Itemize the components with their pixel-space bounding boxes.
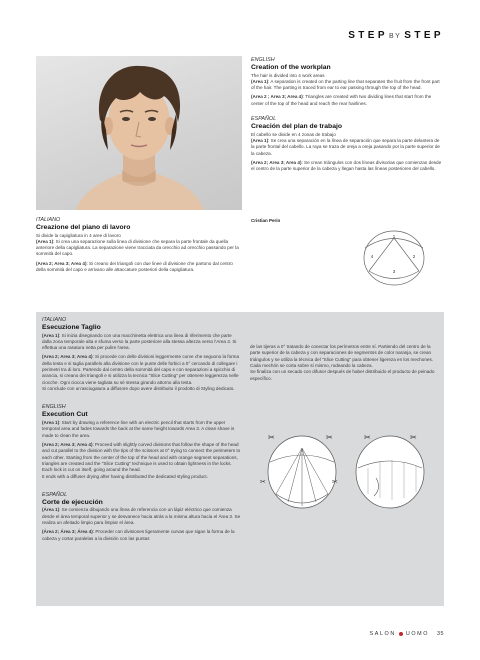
english-workplan-intro: The hair is divided into 4 work areas <box>251 72 325 78</box>
english-lang-label: ENGLISH <box>251 57 275 63</box>
page-number: 35 <box>437 631 444 637</box>
side-view-cut-diagram <box>356 433 424 508</box>
section-header <box>348 30 444 41</box>
header-step: STEP <box>348 30 388 41</box>
model-portrait-image <box>36 56 242 210</box>
head-sections-diagram <box>352 226 436 288</box>
italiano-workplan-area234: (Area 2; Area 3; Area 4): Si creano dei triangoli con due linee di divisione che partono dal centro della sommità del capo e arrivano alle attaccature posteriori della capigliatura. <box>36 260 233 273</box>
brand-dot-icon <box>399 632 403 636</box>
svg-text:✂: ✂ <box>332 478 338 486</box>
italiano-cut-finish: Si conclude con un'asciugatura a diffusore dopo avere distribuito il prodotto di Styling dedicato. <box>42 386 235 392</box>
english-cut-area234: (Area 2; Area 3; Area 4): Proceed with slightly curved divisions that follow the shape of the head and cut parallel to the division with the tips of the scissors at 0° trying to connect the perimeters to each other. Starting from the center of the top of the head and with orange segment separations, triangles are created and the "Slice Cutting" technique is used to obtain lightness in the locks. Each lock is cut on itself, going around the head. <box>42 441 241 473</box>
svg-text:✂: ✂ <box>364 433 371 442</box>
author-credit: Cristian Perin <box>251 218 281 223</box>
english-workplan-area234: (Area 2 ; Area 3; Area 4): Triangles are created with two dividing lines that start from the center of the top of the head and reach the rear hairlines. <box>251 94 432 106</box>
back-view-cut-diagram <box>260 433 338 508</box>
english-cut-finish: It ends with a diffuser drying after having distributed the dedicated styling product. <box>42 473 208 479</box>
english-workplan-area1: (Area 1): A separation is created on the parting line that separates the fruit from the front part of the hair. The parting is traced from ear to ear passing through the top of the head. <box>251 78 440 91</box>
italiano-workplan-area1: (Area 1): Si crea una separazione sulla linea di divisione che separa la parte frontale da quella anteriore della capigliatura. La separazione viene tracciata da orecchio ad orecchio passando per la sommità del capo. <box>36 238 239 257</box>
espanol-workplan-area234: (Area 2; Area 3; Area 4): Se crean triángulos con dos líneas divisorias que comienzan desde el centro de la parte superior de la cabeza y llegan hasta las líneas posteriores del cabello. <box>251 159 442 172</box>
svg-text:✂: ✂ <box>410 433 417 442</box>
header-by: BY <box>388 33 402 40</box>
area-label-3: 3 <box>392 269 396 274</box>
espanol-cut-area1: (Área 1): Se comienza dibujando una línea de referencia con un lápiz eléctrico que comienza desde el área temporal superior y se desvanece hacia atrás a la misma altura hacia el Área 3. Se realiza un afeitado limpio para limpiar el área. <box>42 507 241 526</box>
header-step-2: STEP <box>404 30 444 41</box>
italiano-workplan-intro: Si divide la capigliatura in 4 aree di lavoro <box>36 232 121 238</box>
brand-salon: SALON <box>369 631 396 637</box>
italiano-cut-lang-label: ITALIANO <box>42 317 67 323</box>
espanol-workplan-area1: (Area 1): Se crea una separación en la línea de separación que separa la parte delantera de la parte frontal del cabello. La raya se traza de oreja a oreja pasando por la parte superior de la cabeza. <box>251 137 440 156</box>
espanol-cut-continuation: de las tijeras a 0° tratando de conectar los perímetros entre sí. Partiendo del centro de la parte superior de la cabeza y con separaciones de segmentos de color naranja, se crean triángulos y se utiliza la técnica del "Slice Cutting" para obtener ligereza en los mechones. Cada mechón se corta sobre sí mismo, rodeando la cabeza. <box>250 344 434 368</box>
area-label-4: 4 <box>370 254 374 259</box>
espanol-lang-label: ESPAÑOL <box>251 116 277 123</box>
italiano-workplan-title: Creazione del piano di lavoro <box>36 224 131 231</box>
cut-instructions-right-column <box>250 344 440 382</box>
area-label-2: 2 <box>412 254 416 259</box>
svg-text:✂: ✂ <box>260 478 266 486</box>
workplan-text-column <box>251 57 444 173</box>
italiano-cut-title: Esecuzione Taglio <box>42 324 101 331</box>
brand-uomo: UOMO <box>405 631 429 637</box>
italiano-cut-area234: (Area 2; Area 3; Area 4): Si procede con delle divisioni leggermente curve che seguono la forma della testa e si taglia parallelo alla divisione con le punte delle forbici a 0° cercando di collegare i perimetri tra di loro. Partendo dal centro della sommità del capo e con separazioni a spicchio di arancia, si creano dei triangoli e si utilizza la tecnica "Slice Cutting" per ottenere leggerezza nelle ciocche. Ogni ciocca viene tagliata su sé stessa girando attorno alla testa. <box>42 354 240 385</box>
svg-text:✂: ✂ <box>326 433 333 442</box>
italiano-cut-area1: (Area 1): Si inizia disegnando con una macchinetta elettrica una linea di riferimento che parte dalla zona temporale alta e sfuma verso la parte posteriore alla stessa altezza verso l'Area 3. Si effettua una rasatura netta per pulire l'area. <box>42 332 237 351</box>
espanol-workplan-intro: El cabello se divide en 4 zonas de trabajo <box>251 131 336 137</box>
cutting-technique-diagrams <box>256 428 436 516</box>
english-cut-area1: (Area 1): Start by drawing a reference line with an electric pencil that starts from the upper temporal area and fades towards the back at the same height towards Area 3. A clean shave is made to clean the area. <box>42 419 235 438</box>
espanol-cut-lang-label: ESPAÑOL <box>42 491 68 498</box>
english-workplan-title: Creation of the workplan <box>251 64 331 71</box>
english-cut-title: Execution Cut <box>42 411 88 419</box>
area-label-1: 1 <box>392 234 396 239</box>
italiano-workplan-column <box>36 217 242 273</box>
espanol-cut-title: Corte de ejecución <box>42 498 103 506</box>
espanol-cut-area234: (Área 2; Área 3; Área 4): Proceder con divisiones ligeramente curvas que sigan la forma de la cabeza y cortar paralelas a la división con las puntas <box>42 529 235 541</box>
italiano-lang-label: ITALIANO <box>36 217 61 223</box>
espanol-workplan-title: Creación del plan de trabajo <box>251 123 343 131</box>
english-cut-lang-label: ENGLISH <box>42 404 66 411</box>
svg-text:✂: ✂ <box>268 433 275 442</box>
page-footer <box>370 631 444 637</box>
espanol-cut-finish: Se finaliza con un secado con difusor después de haber distribuido el producto de peinado específico. <box>250 369 435 381</box>
cut-instructions-left-column <box>42 317 242 542</box>
model-photo <box>36 56 242 210</box>
